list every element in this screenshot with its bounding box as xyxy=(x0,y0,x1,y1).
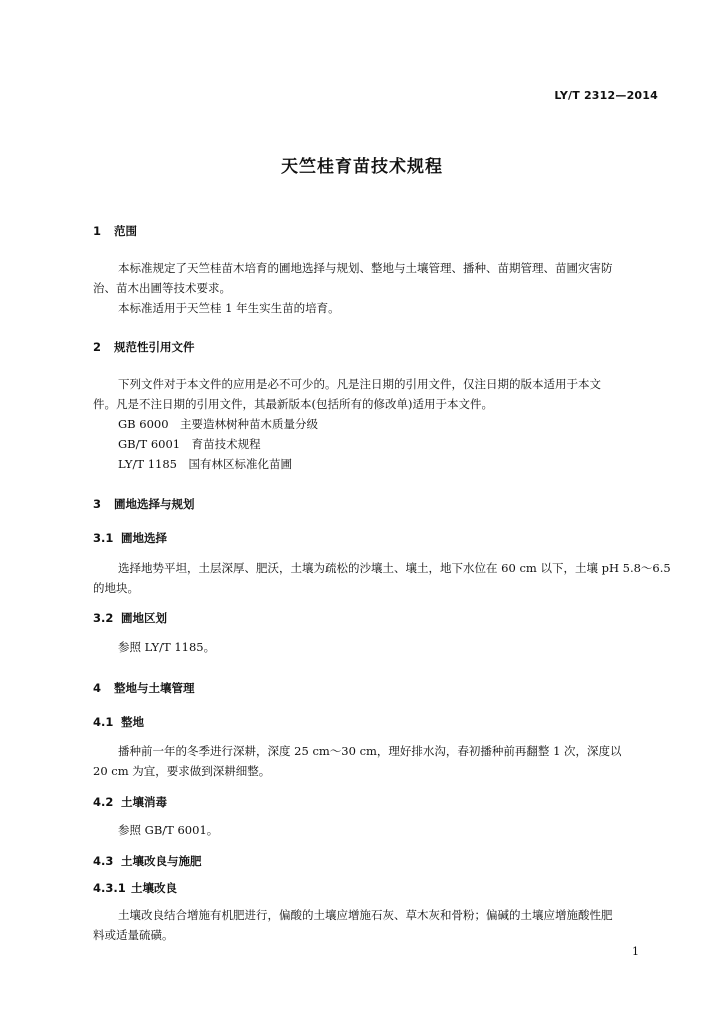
section-3-1-body xyxy=(93,558,671,598)
paragraph-line: 本标准规定了天竺桂苗木培育的圃地选择与规划、整地与土壤管理、播种、苗期管理、苗圃灾害防 xyxy=(118,261,613,275)
section-4-2-heading xyxy=(93,794,167,810)
section-number: 4.2 xyxy=(93,795,114,809)
paragraph-line: 料或适量硫磺。 xyxy=(93,928,174,942)
section-title: 土壤改良与施肥 xyxy=(121,854,202,868)
paragraph-line: 选择地势平坦，土层深厚、肥沃，土壤为疏松的沙壤土、壤土，地下水位在 60 cm 以下，土壤 pH 5.8～6.5 xyxy=(118,561,671,575)
page-number: 1 xyxy=(632,945,639,958)
section-4-1-body xyxy=(93,741,658,781)
paragraph-line: 播种前一年的冬季进行深耕，深度 25 cm～30 cm，理好排水沟，春初播种前再翻整 1 次，深度以 xyxy=(118,744,622,758)
paragraph-line: 件。凡是不注日期的引用文件，其最新版本(包括所有的修改单)适用于本文件。 xyxy=(93,397,493,411)
section-title: 土壤消毒 xyxy=(121,795,167,809)
section-4-3-1-heading xyxy=(93,880,177,896)
standard-code: LY/T 2312—2014 xyxy=(554,89,658,102)
section-title: 圃地选择 xyxy=(121,531,167,545)
section-number: 4 xyxy=(93,681,102,695)
paragraph-line: 20 cm 为宜，要求做到深耕细整。 xyxy=(93,764,271,778)
section-1-body xyxy=(93,258,658,318)
section-4-3-heading xyxy=(93,853,202,869)
section-title: 圃地选择与规划 xyxy=(114,497,195,511)
section-number: 3.2 xyxy=(93,611,114,625)
section-title: 规范性引用文件 xyxy=(114,340,195,354)
paragraph-line: 的地块。 xyxy=(93,581,139,595)
section-number: 3 xyxy=(93,497,102,511)
document-title: 天竺桂育苗技术规程 xyxy=(281,157,443,177)
section-title: 范围 xyxy=(114,224,137,238)
section-3-2-heading xyxy=(93,610,167,626)
paragraph-line: 治、苗木出圃等技术要求。 xyxy=(93,281,231,295)
section-4-2-body xyxy=(93,820,658,840)
section-title: 土壤改良 xyxy=(131,881,177,895)
section-number: 2 xyxy=(93,340,102,354)
section-2-heading xyxy=(93,339,195,355)
paragraph-line: 参照 LY/T 1185。 xyxy=(118,640,216,654)
paragraph-line: 本标准适用于天竺桂 1 年生实生苗的培育。 xyxy=(118,301,340,315)
section-2-body xyxy=(93,374,658,474)
section-4-3-1-body xyxy=(93,905,658,945)
section-3-1-heading xyxy=(93,530,167,546)
reference-item: LY/T 1185 国有林区标准化苗圃 xyxy=(118,457,292,471)
reference-item: GB 6000 主要造林树种苗木质量分级 xyxy=(118,417,319,431)
section-title: 圃地区划 xyxy=(121,611,167,625)
paragraph-line: 土壤改良结合增施有机肥进行，偏酸的土壤应增施石灰、草木灰和骨粉；偏碱的土壤应增施酸性肥 xyxy=(118,908,613,922)
section-4-heading xyxy=(93,680,195,696)
section-4-1-heading xyxy=(93,714,144,730)
section-title: 整地与土壤管理 xyxy=(114,681,195,695)
section-3-2-body xyxy=(93,637,658,657)
paragraph-line: 下列文件对于本文件的应用是必不可少的。凡是注日期的引用文件，仅注日期的版本适用于本文 xyxy=(118,377,601,391)
reference-item: GB/T 6001 育苗技术规程 xyxy=(118,437,261,451)
section-number: 4.3.1 xyxy=(93,881,126,895)
section-number: 1 xyxy=(93,224,102,238)
section-1-heading xyxy=(93,223,137,239)
section-number: 3.1 xyxy=(93,531,114,545)
paragraph-line: 参照 GB/T 6001。 xyxy=(118,823,219,837)
section-number: 4.3 xyxy=(93,854,114,868)
section-3-heading xyxy=(93,496,195,512)
section-number: 4.1 xyxy=(93,715,114,729)
section-title: 整地 xyxy=(121,715,144,729)
